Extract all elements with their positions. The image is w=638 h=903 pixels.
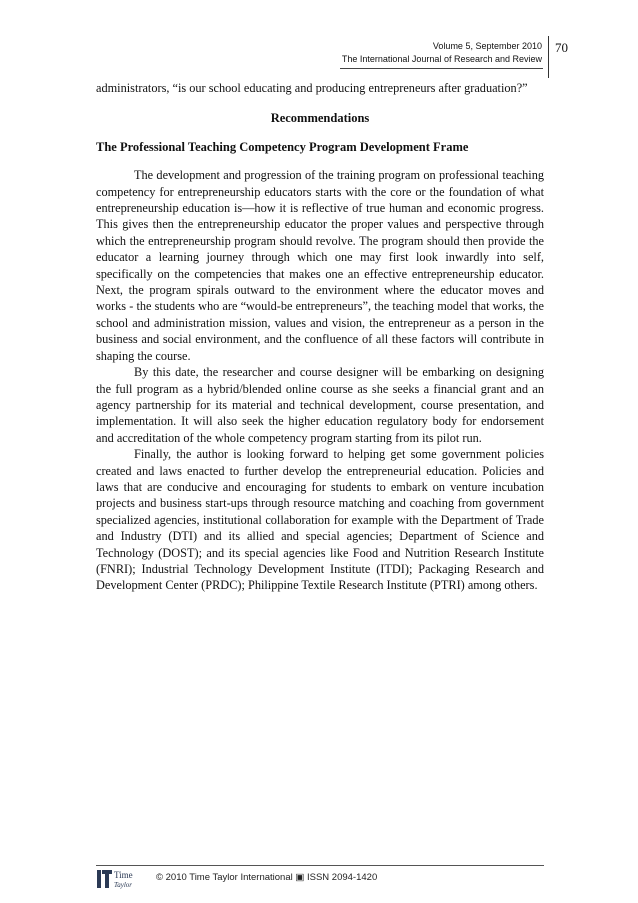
body-paragraph: Finally, the author is looking forward to helping get some government policies created and laws enacted to further develop the entrepreneurial education. Policies and laws that are conducive and encouraging for students to embark on venture incubation projects and business start-ups through resource matching and coaching from government specialized agencies, institutional collaboration for example with the Department of Trade and Industry (DTI) and its allied and special agencies; Department of Science and Technology (DOST); and its special agencies like Food and Nutrition Research Institute (FNRI); Industrial Technology Development Institute (ITDI); Packaging Research and Development Center (PRDC); Philippine Textile Research Institute (PTRI) among others. [96,447,544,593]
subsection-heading: The Professional Teaching Competency Program Development Frame [96,139,469,154]
volume-label: Volume 5, September 2010 [432,41,542,51]
body-paragraph: The development and progression of the training program on professional teaching competency for entrepreneurship educators starts with the core or the foundation of what entrepreneurship education is—how it is reflective of true human and economic progress. This gives then the entrepreneurship educator the proper values and perspective through which the entrepreneurship program should revolve. The program should then provide the educator a learning journey through which one may first look inwardly into self, specifically on the competencies that makes one an effective entrepreneurship educator. Next, the program spirals outward to the environment where the educator moves and works - the students who are “would-be entrepreneurs”, the teaching model that works, the school and administration mission, values and vision, the entrepreneur as a person in the business and social environment, and the confluence of all these factors will contribute in shaping the course. [96,168,544,363]
copyright-line: © 2010 Time Taylor International ▣ ISSN 2094-1420 [156,872,378,883]
logo-mark-icon [96,868,146,890]
journal-title: The International Journal of Research and Review [341,54,542,64]
section-heading: Recommendations [270,111,370,126]
page-number: 70 [548,36,568,78]
continuation-text: administrators, “is our school educating and producing entrepreneurs after graduation?” [96,81,528,95]
article-body [96,80,544,594]
header-divider [340,68,543,69]
publisher-logo [96,868,146,890]
svg-text:Taylor: Taylor [114,881,133,889]
svg-text:Time: Time [114,870,133,880]
footer-divider [96,865,544,866]
running-header [342,40,542,66]
body-paragraph: By this date, the researcher and course designer will be embarking on designing the full program as a hybrid/blended online course as she seeks a financial grant and an agency partnership for its material and technical development, course presentation, and implementation. It will also seek the higher education regulatory body for endorsement and accreditation of the whole competency program starting from its pilot run. [96,365,544,445]
